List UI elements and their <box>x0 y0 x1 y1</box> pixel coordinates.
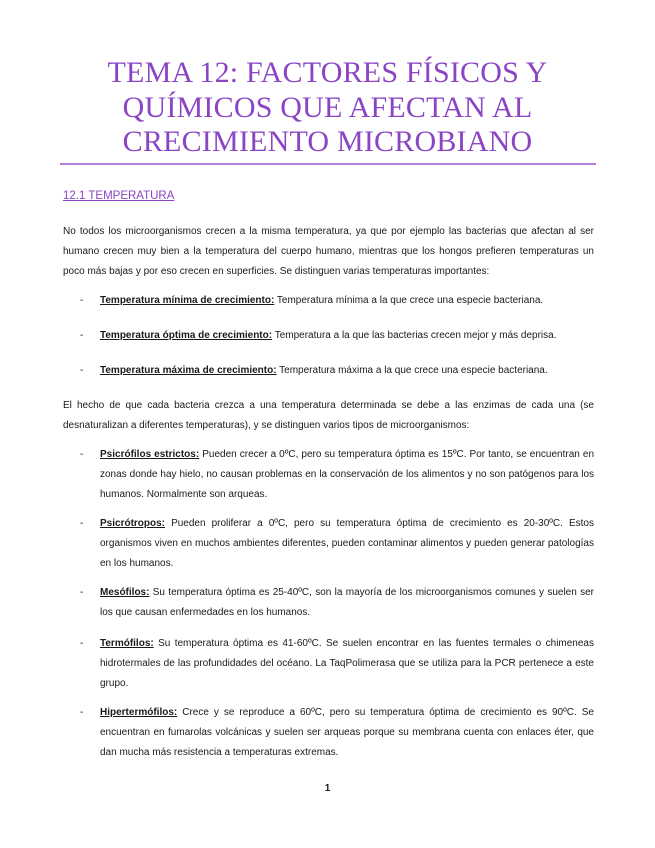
bullet-dash: - <box>80 295 84 306</box>
term: Mesófilos: <box>100 587 150 598</box>
bullet-dash: - <box>80 707 84 718</box>
title-line: QUÍMICOS QUE AFECTAN AL <box>122 90 533 124</box>
section-heading: 12.1 TEMPERATURA <box>63 190 175 202</box>
definition: Su temperatura óptima es 41-60ºC. Se suelen encontrar en las fuentes termales o chimeneas hidrotermales de las profundidades del océano. La TaqPolimerasa que se utiliza para la PCR pertenece a este grupo. <box>100 638 594 689</box>
title-divider <box>60 163 596 165</box>
page-number: 1 <box>324 783 331 794</box>
term: Temperatura mínima de crecimiento: <box>100 295 275 306</box>
title-line: TEMA 12: FACTORES FÍSICOS Y <box>107 56 548 89</box>
enzyme-paragraph: El hecho de que cada bacteria crezca a una temperatura determinada se debe a las enzimas de cada una (se desnaturalizan a diferentes temperaturas), y se distinguen varios tipos de microorganismos: <box>63 400 594 431</box>
term: Psicrótropos: <box>100 518 166 529</box>
definition: Temperatura a la que las bacterias crecen mejor y más deprisa. <box>272 330 557 341</box>
page-title <box>40 56 615 160</box>
definition: Pueden crecer a 0ºC, pero su temperatura óptima es 15ºC. Por tanto, se encuentran en zonas donde hay hielo, no causan problemas en la conservación de los alimentos y no son patógenos para los humanos. Normalmente son arqueas. <box>100 449 595 500</box>
definition: Pueden proliferar a 0ºC, pero su temperatura óptima de crecimiento es 20-30ºC. Estos organismos viven en muchos ambientes diferentes, pueden contaminar alimentos y pueden generar patologías en los humanos. <box>100 518 594 569</box>
bullet-dash: - <box>80 449 84 460</box>
term: Temperatura óptima de crecimiento: <box>100 330 273 341</box>
term: Hipertermófilos: <box>100 707 178 718</box>
definition: Su temperatura óptima es 25-40ºC, son la mayoría de los microorganismos comunes y suelen ser los que causan enfermedades en los humanos. <box>100 587 594 618</box>
definition: Temperatura mínima a la que crece una especie bacteriana. <box>274 295 544 306</box>
bullet-dash: - <box>80 330 84 341</box>
term: Psicrófilos estrictos: <box>100 449 200 460</box>
bullet-dash: - <box>80 638 84 649</box>
bullet-dash: - <box>80 365 84 376</box>
intro-paragraph: No todos los microorganismos crecen a la misma temperatura, ya que por ejemplo las bacterias que afectan al ser humano crecen muy bien a la temperatura del cuerpo humano, mientras que los hongos prefieren temperaturas un poco más bajas y por eso crecen en superficies. Se distinguen varias temperaturas importantes: <box>63 226 594 277</box>
bullet-dash: - <box>80 518 84 529</box>
term: Termófilos: <box>100 638 154 649</box>
bullet-dash: - <box>80 587 84 598</box>
title-line: CRECIMIENTO MICROBIANO <box>122 125 533 158</box>
definition: Crece y se reproduce a 60ºC, pero su temperatura óptima de crecimiento es 90ºC. Se encuentran en fumarolas volcánicas y suelen ser arqueas porque su membrana cuenta con enlaces éter, que dan mucha más resistencia a temperaturas extremas. <box>100 707 594 758</box>
definition: Temperatura máxima a la que crece una especie bacteriana. <box>276 365 548 376</box>
term: Temperatura máxima de crecimiento: <box>100 365 277 376</box>
